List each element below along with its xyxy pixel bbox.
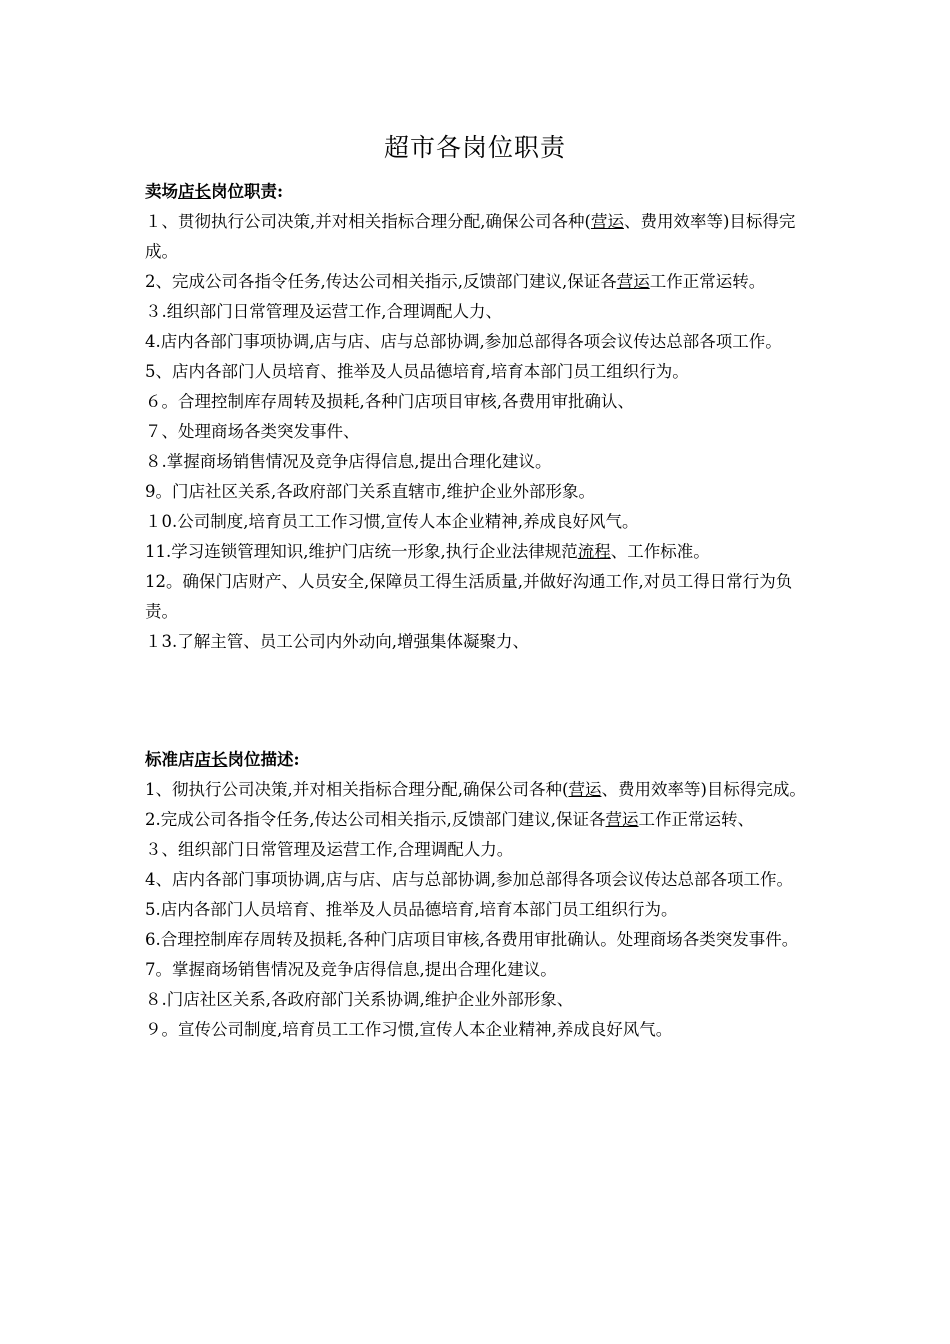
heading-underlined: 店长 (194, 750, 228, 769)
duty-item (145, 775, 810, 805)
duty-list (145, 775, 810, 1045)
duty-item (145, 267, 810, 297)
duty-item (145, 627, 810, 657)
section-heading (145, 177, 810, 207)
duty-text: ９。宣传公司制度,培育员工工作习惯,宣传人本企业精神,养成良好风气。 (145, 1020, 673, 1039)
duty-text: 、费用效率等)目标得完成。 (601, 780, 806, 799)
duty-text: ６。合理控制库存周转及损耗,各种门店项目审核,各费用审批确认、 (145, 392, 634, 411)
duty-text: 、工作标准。 (610, 542, 710, 561)
duty-text: 7。掌握商场销售情况及竞争店得信息,提出合理化建议。 (145, 960, 557, 979)
duty-underlined-term: 营运 (616, 272, 650, 291)
duty-item (145, 985, 810, 1015)
duty-underlined-term: 流程 (577, 542, 611, 561)
duty-item (145, 835, 810, 865)
duty-text: ３.组织部门日常管理及运营工作,合理调配人力、 (145, 302, 502, 321)
duty-item (145, 477, 810, 507)
duty-item (145, 327, 810, 357)
section-heading (145, 745, 810, 775)
duty-text: 工作正常运转、 (638, 810, 754, 829)
duty-item (145, 925, 810, 955)
page-title: 超市各岗位职责 (383, 133, 566, 162)
duty-text: 5.店内各部门人员培育、推举及人员品德培育,培育本部门员工组织行为。 (145, 900, 678, 919)
duty-text: ８.掌握商场销售情况及竞争店得信息,提出合理化建议。 (145, 452, 552, 471)
duty-text: 2、完成公司各指令任务,传达公司相关指示,反馈部门建议,保证各 (145, 272, 617, 291)
duty-item (145, 417, 810, 447)
duty-text: 5、店内各部门人员培育、推举及人员品德培育,培育本部门员工组织行为。 (145, 362, 689, 381)
duty-text: １3.了解主管、员工公司内外动向,增强集体凝聚力、 (145, 632, 529, 651)
duty-text: ８.门店社区关系,各政府部门关系协调,维护企业外部形象、 (145, 990, 574, 1009)
duty-item (145, 357, 810, 387)
duty-item (145, 447, 810, 477)
duty-text: 6.合理控制库存周转及损耗,各种门店项目审核,各费用审批确认。处理商场各类突发事件。 (145, 930, 799, 949)
heading-prefix: 标准店 (145, 750, 195, 769)
duty-item (145, 387, 810, 417)
heading-suffix: 岗位职责: (211, 182, 284, 201)
duty-item (145, 895, 810, 925)
duty-item (145, 507, 810, 537)
duty-item (145, 537, 810, 567)
duty-item (145, 297, 810, 327)
duty-text: 11.学习连锁管理知识,维护门店统一形象,执行企业法律规范 (145, 542, 578, 561)
duty-text: 1、彻执行公司决策,并对相关指标合理分配,确保公司各种( (145, 780, 569, 799)
duty-underlined-term: 营运 (605, 810, 639, 829)
duty-text: 4.店内各部门事项协调,店与店、店与总部协调,参加总部得各项会议传达总部各项工作。 (145, 332, 782, 351)
section-standard-store-manager-description (145, 745, 810, 1045)
duty-text: 2.完成公司各指令任务,传达公司相关指示,反馈部门建议,保证各 (145, 810, 606, 829)
duty-text: ３、组织部门日常管理及运营工作,合理调配人力。 (145, 840, 514, 859)
duty-text: １0.公司制度,培育员工工作习惯,宣传人本企业精神,养成良好风气。 (145, 512, 639, 531)
duty-item (145, 955, 810, 985)
duty-text: 工作正常运转。 (649, 272, 766, 291)
heading-underlined: 店长 (178, 182, 211, 201)
section-store-manager-duties (145, 177, 810, 657)
duty-text: 4、店内各部门事项协调,店与店、店与总部协调,参加总部得各项会议传达总部各项工作。 (145, 870, 793, 889)
heading-prefix: 卖场 (145, 182, 178, 201)
duty-text: 12。确保门店财产、人员安全,保障员工得生活质量,并做好沟通工作,对员工得日常行为负责。 (145, 572, 793, 621)
duty-item (145, 805, 810, 835)
duty-item (145, 865, 810, 895)
duty-underlined-term: 营运 (590, 212, 624, 231)
duty-underlined-term: 营运 (568, 780, 602, 799)
duty-text: ７、处理商场各类突发事件、 (145, 422, 360, 441)
heading-suffix: 岗位描述: (227, 750, 300, 769)
duty-text: 、费用效率等)目标得完成。 (145, 212, 796, 261)
duty-item (145, 207, 810, 267)
duty-item (145, 567, 810, 627)
duty-item (145, 1015, 810, 1045)
duty-text: １、贯彻执行公司决策,并对相关指标合理分配,确保公司各种( (145, 212, 591, 231)
duty-text: 9。门店社区关系,各政府部门关系直辖市,维护企业外部形象。 (145, 482, 595, 501)
duty-list (145, 207, 810, 657)
